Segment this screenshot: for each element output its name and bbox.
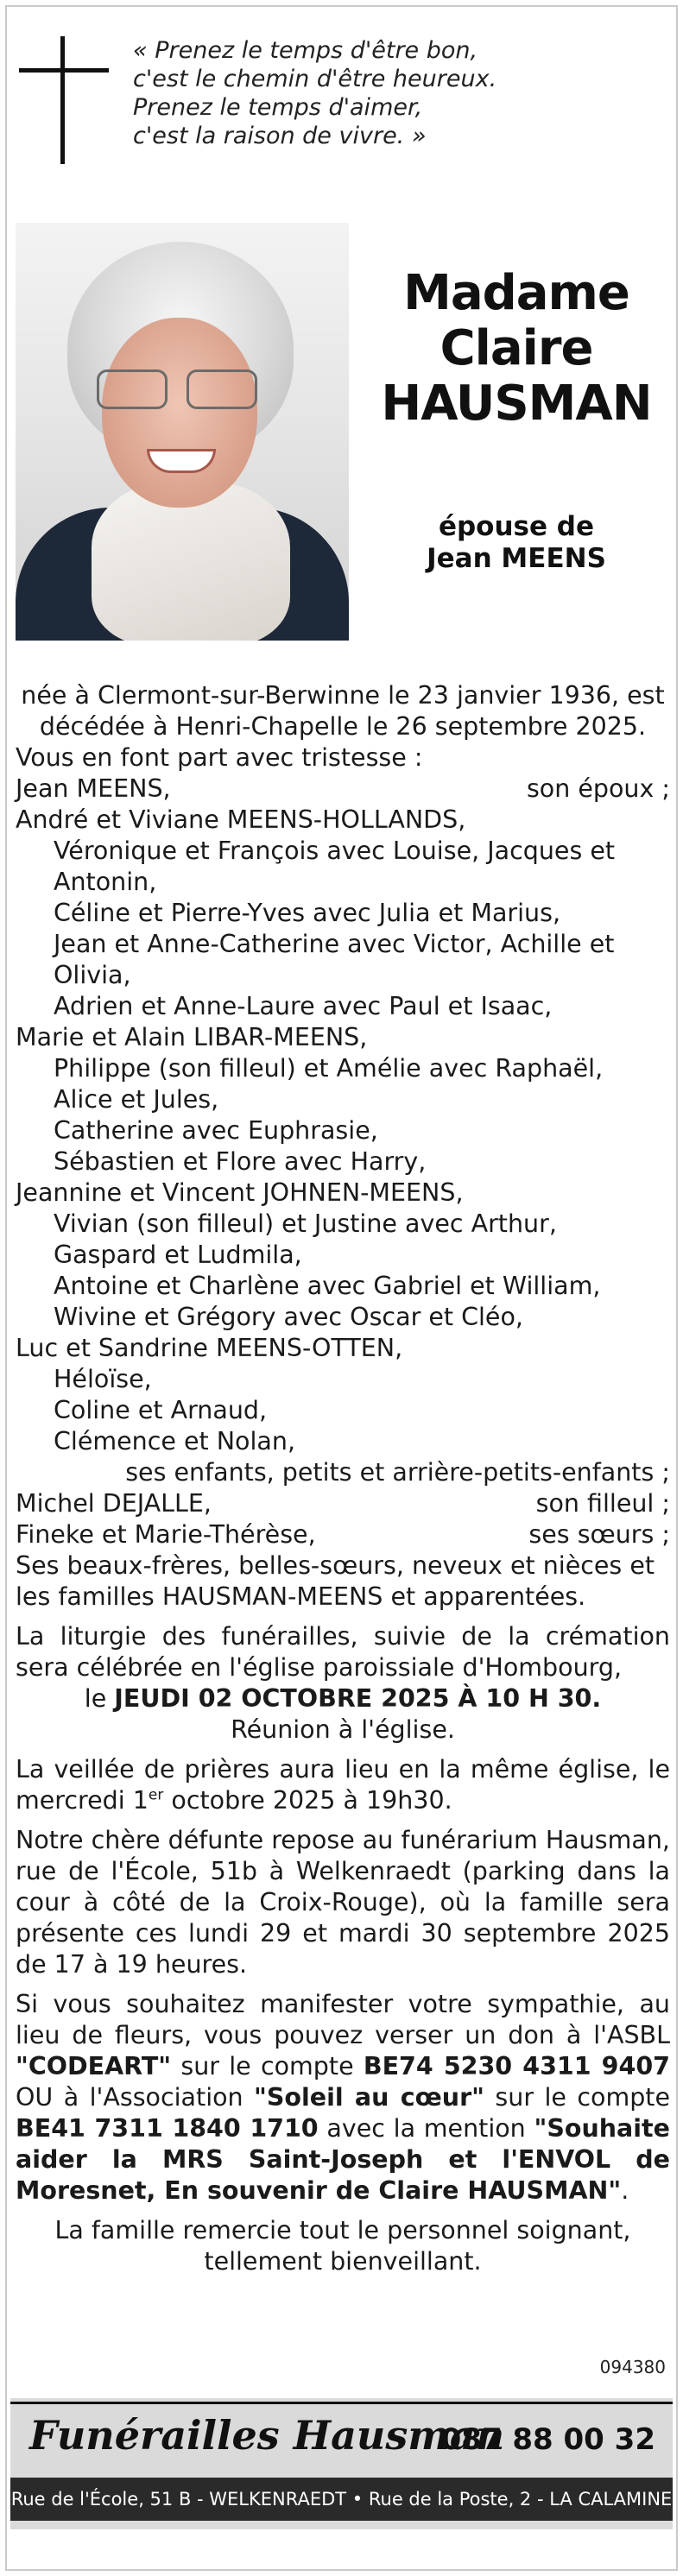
family-child: Olivia, (54, 961, 131, 989)
family-child: Coline et Arnaud, (54, 1396, 268, 1424)
spouse-info (361, 511, 672, 575)
family-child: Catherine avec Euphrasie, (54, 1116, 378, 1145)
header-section (5, 5, 678, 661)
godson-role: son filleul ; (535, 1489, 670, 1518)
name-line: Madame (403, 265, 629, 321)
family-child: Alice et Jules, (54, 1085, 219, 1114)
liturgy-date-line (16, 1683, 670, 1714)
godson-name: Michel DEJALLE, (16, 1489, 212, 1518)
donation-text: . (621, 2176, 629, 2205)
footer-banner (10, 2398, 673, 2529)
donation-org: "Soleil au cœur" (254, 2083, 484, 2112)
quote (133, 36, 617, 150)
donation-text: Si vous souhaitez manifester votre sympathie, au lieu de fleurs, vous pouvez verser un don à l'ASBL (16, 1990, 670, 2049)
donation-text: sur le compte (484, 2083, 670, 2112)
funeral-home-info: Notre chère défunte repose au funérarium Hausman, rue de l'École, 51b à Welkenraedt (parking dans la cour à côté de la Croix-Rouge), où la famille sera présente ces lundi 29 et mardi 30 septembre 2025 de 17 à 19 heures. (16, 1826, 670, 1979)
thanks-line: tellement bienveillant. (204, 2247, 482, 2276)
family-child: Philippe (son filleul) et Amélie avec Raphaël, (54, 1054, 604, 1083)
family-child: Céline et Pierre-Yves avec Julia et Marius, (54, 899, 561, 927)
vigil-text: octobre 2025 à 19h30. (163, 1786, 452, 1815)
company-phone: 087 88 00 32 (440, 2422, 655, 2457)
sisters-row (16, 1519, 670, 1550)
footer-divider (10, 2402, 673, 2404)
family-child: Antonin, (54, 868, 157, 896)
vigil-text: La veillée de prières aura lieu en la même église, le mercredi 1 (16, 1755, 670, 1815)
donation-mention: "Souhaite aider la MRS Saint-Joseph et l'ENVOL de Moresnet, En souvenir de Claire HAUSMAN" (16, 2114, 670, 2205)
quote-line: c'est le chemin d'être heureux. (133, 66, 497, 92)
donation-text: OU à l'Association (16, 2083, 255, 2112)
meeting-line: Réunion à l'église. (231, 1715, 455, 1744)
husband-role: son époux ; (526, 774, 670, 803)
family-parent: Luc et Sandrine MEENS-OTTEN, (16, 1334, 403, 1362)
sisters-name: Fineke et Marie-Thérèse, (16, 1520, 316, 1549)
company-name: Funérailles Hausman (29, 2412, 505, 2459)
donation-account: BE41 7311 1840 1710 (16, 2114, 319, 2143)
quote-line: « Prenez le temps d'être bon, (133, 37, 478, 64)
spouse-line: Jean MEENS (427, 543, 606, 574)
sisters-role: ses sœurs ; (528, 1520, 670, 1549)
donation-org: "CODEART" (16, 2052, 172, 2080)
family-child: Adrien et Anne-Laure avec Paul et Isaac, (54, 992, 553, 1020)
relatives-line: Ses beaux-frères, belles-sœurs, neveux et nièces et les familles HAUSMAN-MEENS et apparentées. (16, 1551, 655, 1611)
portrait-photo (16, 223, 349, 641)
liturgy-date-prefix: le (84, 1684, 107, 1713)
birth-death-info: née à Clermont-sur-Berwinne le 23 janvier 1936, est décédée à Henri-Chapelle le 26 septembre 2025. (21, 681, 665, 741)
donation-text: avec la mention (318, 2114, 534, 2143)
family-child: Gaspard et Ludmila, (54, 1241, 302, 1269)
family-parent: André et Viviane MEENS-HOLLANDS, (16, 805, 466, 834)
family-child: Vivian (son filleul) et Justine avec Arthur, (54, 1209, 557, 1238)
godson-row (16, 1488, 670, 1519)
deceased-name (361, 266, 672, 432)
family-child: Antoine et Charlène avec Gabriel et William, (54, 1272, 601, 1300)
thanks-line: La famille remercie tout le personnel soignant, (54, 2216, 631, 2245)
announcement-body (16, 680, 670, 2277)
family-parent: Jeannine et Vincent JOHNEN-MEENS, (16, 1178, 464, 1207)
vigil-superscript: er (148, 1786, 164, 1804)
liturgy-date: JEUDI 02 OCTOBRE 2025 À 10 H 30. (114, 1684, 602, 1713)
family-parent: Marie et Alain LIBAR-MEENS, (16, 1023, 368, 1051)
quote-line: c'est la raison de vivre. » (133, 123, 427, 149)
family-child: Jean et Anne-Catherine avec Victor, Achille et (54, 930, 615, 958)
donation-account: BE74 5230 4311 9407 (363, 2052, 670, 2080)
quote-line: Prenez le temps d'aimer, (133, 94, 423, 121)
reference-number: 094380 (599, 2357, 666, 2377)
spouse-line: épouse de (438, 511, 595, 542)
children-summary: ses enfants, petits et arrière-petits-enfants ; (125, 1458, 670, 1487)
family-child: Clémence et Nolan, (54, 1427, 296, 1455)
intro-line: Vous en font part avec tristesse : (16, 743, 423, 772)
company-address: Rue de l'École, 51 B - WELKENRAEDT • Rue de la Poste, 2 - LA CALAMINE (10, 2478, 673, 2521)
family-child: Wivine et Grégory avec Oscar et Cléo, (54, 1303, 523, 1331)
liturgy-info: La liturgie des funérailles, suivie de la crémation sera célébrée en l'église paroissiale d'Hombourg, (16, 1622, 670, 1682)
husband-name: Jean MEENS, (16, 774, 171, 803)
vigil-info (16, 1754, 670, 1816)
family-child: Héloïse, (54, 1365, 152, 1393)
family-child: Sébastien et Flore avec Harry, (54, 1147, 427, 1176)
name-line: HAUSMAN (381, 376, 652, 432)
cross-icon (19, 36, 109, 164)
husband-row (16, 773, 670, 805)
family-child: Véronique et François avec Louise, Jacques et (54, 837, 616, 865)
donation-info (16, 1989, 670, 2207)
donation-text: sur le compte (171, 2052, 364, 2080)
name-line: Claire (440, 320, 593, 376)
